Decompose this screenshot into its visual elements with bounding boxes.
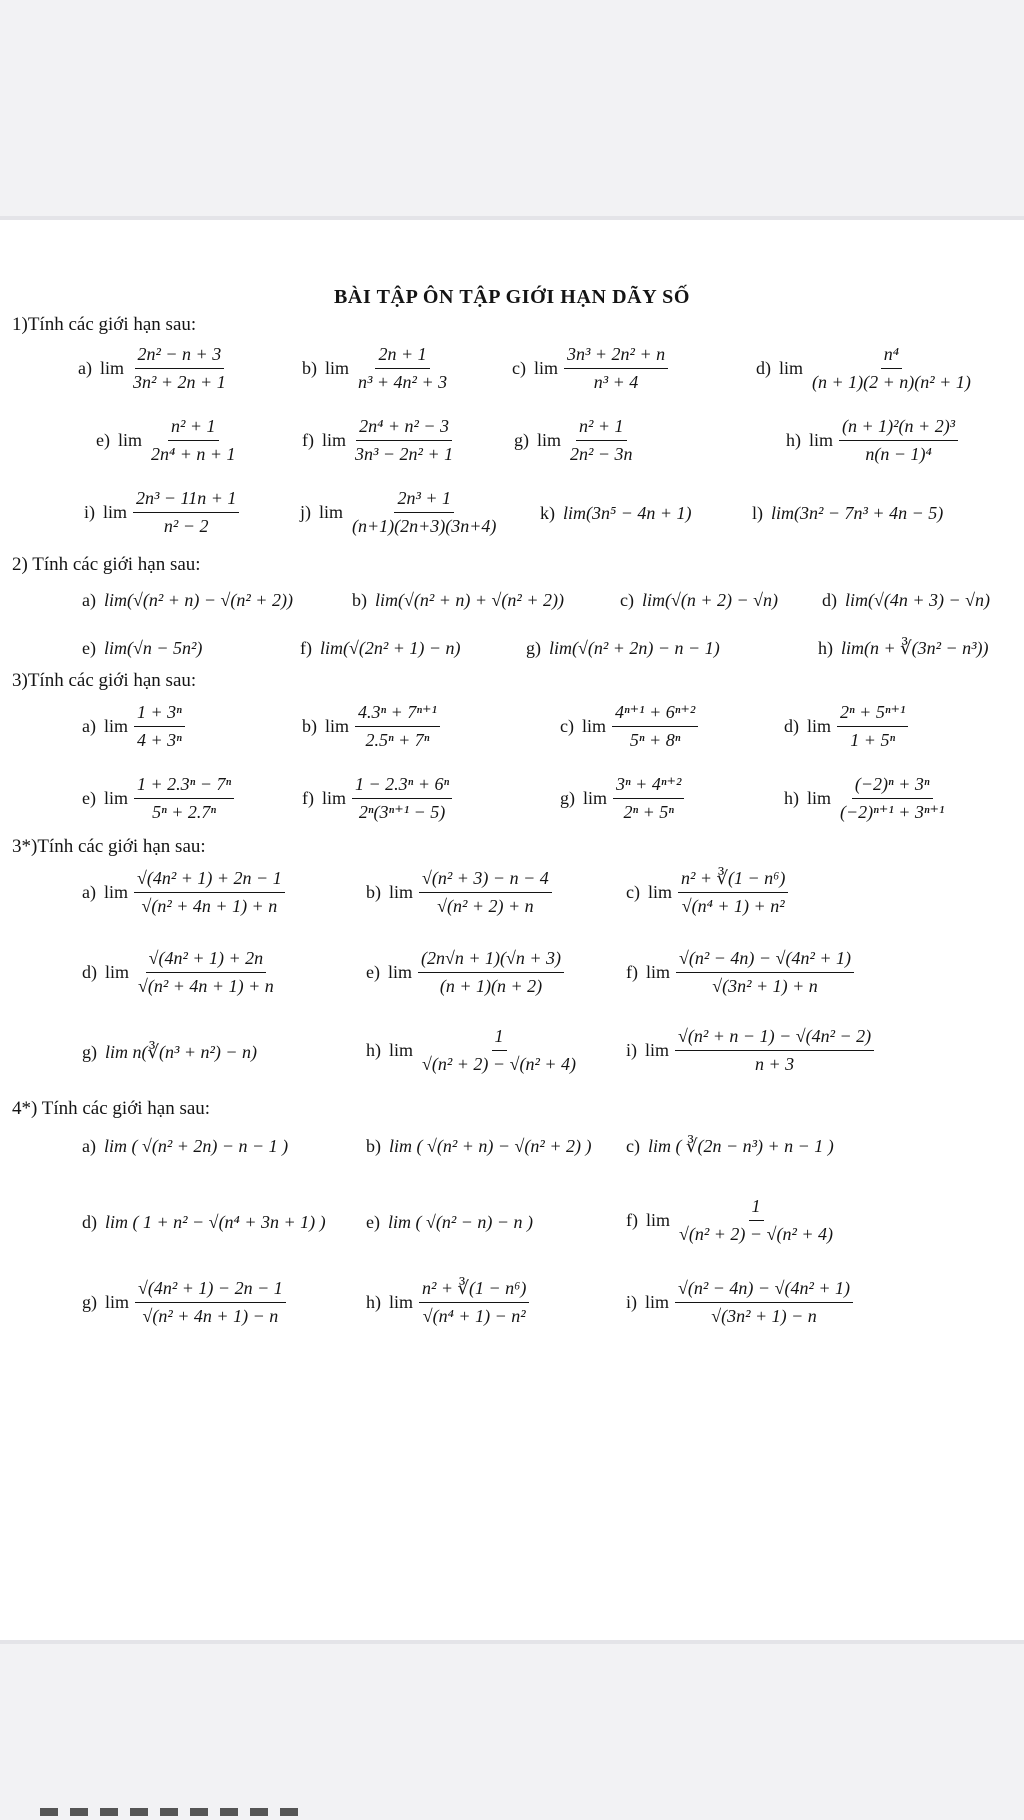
exercise-label: f) — [302, 429, 314, 450]
fraction — [130, 344, 229, 392]
denominator: 5ⁿ + 8ⁿ — [629, 729, 681, 750]
exercise-label: i) — [626, 1291, 637, 1312]
exercise-label: a) — [82, 881, 96, 902]
lim-symbol: lim — [105, 961, 130, 982]
lim-symbol: lim — [103, 501, 128, 522]
numerator: √(n² + n − 1) − √(4n² − 2) — [675, 1026, 874, 1051]
lim-symbol: lim — [103, 787, 128, 808]
exercise-label: d) — [82, 961, 97, 982]
numerator: (n + 1)²(n + 2)³ — [839, 416, 958, 441]
expression: lim ( √(n² − n) − n ) — [387, 1212, 534, 1232]
exercise-label: e) — [366, 1212, 380, 1232]
expression: lim ( √(n² + 2n) − n − 1 ) — [103, 1136, 289, 1156]
numerator: 2ⁿ + 5ⁿ⁺¹ — [837, 702, 908, 727]
fraction — [134, 868, 285, 916]
section-2-heading: 2) Tính các giới hạn sau: — [12, 554, 201, 575]
fraction — [135, 948, 277, 996]
denominator: (n+1)(2n+3)(3n+4) — [352, 515, 497, 536]
numerator: √(n² + 3) − n − 4 — [419, 868, 552, 893]
exercise-label: g) — [560, 787, 575, 808]
lim-symbol: lim — [807, 715, 832, 736]
numerator: (2n√n + 1)(√n + 3) — [418, 948, 564, 973]
lim-symbol: lim — [533, 357, 558, 378]
fraction — [134, 702, 185, 750]
lim-symbol: lim — [387, 961, 412, 982]
fraction — [355, 344, 450, 392]
exercise-label: b) — [366, 881, 381, 902]
exercise-label: b) — [352, 590, 367, 610]
exercise-4star-b — [366, 1136, 591, 1157]
exercise-label: h) — [786, 429, 801, 450]
exercise-label: a) — [82, 715, 96, 736]
fraction — [352, 416, 456, 464]
lim-symbol: lim — [389, 1039, 414, 1060]
denominator: √(n² + 4n + 1) + n — [141, 895, 278, 916]
lim-symbol: lim — [779, 357, 804, 378]
lim-symbol: lim — [325, 715, 350, 736]
exercise-label: f) — [302, 787, 314, 808]
fraction — [839, 416, 958, 464]
exercise-1b — [302, 344, 450, 392]
exercise-3star-h — [366, 1026, 579, 1074]
expression: lim(√(2n² + 1) − n) — [320, 638, 461, 658]
exercise-1i — [84, 488, 239, 536]
fraction — [349, 488, 499, 536]
exercise-3star-f — [626, 948, 854, 996]
denominator: n + 3 — [755, 1053, 795, 1074]
exercise-3star-c — [626, 868, 788, 916]
exercise-1e — [96, 416, 239, 464]
lim-symbol: lim — [319, 501, 344, 522]
denominator: √(n² + 4n + 1) − n — [142, 1305, 279, 1326]
lim-symbol: lim — [103, 715, 128, 736]
numerator: 1 − 2.3ⁿ + 6ⁿ — [352, 774, 452, 799]
lim-symbol: lim — [583, 787, 608, 808]
denominator: (−2)ⁿ⁺¹ + 3ⁿ⁺¹ — [840, 801, 945, 822]
lim-symbol: lim — [647, 881, 672, 902]
exercise-label: f) — [626, 1209, 638, 1230]
expression: lim(√(n + 2) − √n) — [641, 590, 779, 610]
exercise-label: d) — [756, 357, 771, 378]
exercise-label: b) — [302, 357, 317, 378]
exercise-3c — [560, 702, 698, 750]
exercise-2d — [822, 590, 990, 611]
exercise-3e — [82, 774, 234, 822]
denominator: n² − 2 — [163, 515, 209, 536]
denominator: √(3n² + 1) − n — [711, 1305, 817, 1326]
fraction — [133, 488, 239, 536]
fraction — [419, 1278, 529, 1326]
numerator: 2n + 1 — [375, 344, 429, 369]
exercise-label: e) — [96, 429, 110, 450]
exercise-label: h) — [784, 787, 799, 808]
numerator: 2n³ − 11n + 1 — [133, 488, 239, 513]
expression: lim(√(n² + n) − √(n² + 2)) — [103, 590, 293, 610]
denominator: 1 + 5ⁿ — [850, 729, 896, 750]
lim-symbol: lim — [809, 429, 834, 450]
exercise-label: b) — [302, 715, 317, 736]
expression: lim(3n² − 7n³ + 4n − 5) — [771, 503, 944, 523]
exercise-4star-e — [366, 1212, 533, 1233]
exercise-label: a) — [78, 357, 92, 378]
exercise-label: e) — [82, 638, 96, 658]
numerator: n² + ∛(1 − n⁶) — [419, 1278, 529, 1303]
exercise-label: c) — [512, 357, 526, 378]
section-3star-heading: 3*)Tính các giới hạn sau: — [12, 836, 206, 857]
exercise-label: d) — [822, 590, 837, 610]
expression: lim(√(n² + n) + √(n² + 2)) — [375, 590, 564, 610]
denominator: 4 + 3ⁿ — [137, 729, 182, 750]
fraction — [809, 344, 974, 392]
exercise-3f — [302, 774, 452, 822]
fraction — [837, 702, 908, 750]
numerator: n² + ∛(1 − n⁶) — [678, 868, 788, 893]
exercise-label: l) — [752, 503, 763, 523]
exercise-4star-f — [626, 1196, 836, 1244]
denominator: n(n − 1)⁴ — [865, 443, 932, 464]
exercise-3star-e — [366, 948, 564, 996]
exercise-2e — [82, 638, 202, 659]
exercise-label: e) — [366, 961, 380, 982]
exercise-3star-g — [82, 1042, 257, 1063]
exercise-2f — [300, 638, 461, 659]
fraction — [678, 868, 788, 916]
fraction — [355, 702, 440, 750]
exercise-3star-i — [626, 1026, 874, 1074]
fraction — [612, 702, 698, 750]
lim-symbol: lim — [322, 429, 347, 450]
exercise-4star-a — [82, 1136, 288, 1157]
exercise-4star-h — [366, 1278, 529, 1326]
lim-symbol: lim — [325, 357, 350, 378]
numerator: 4.3ⁿ + 7ⁿ⁺¹ — [355, 702, 440, 727]
fraction — [837, 774, 947, 822]
numerator: √(4n² + 1) + 2n − 1 — [134, 868, 285, 893]
denominator: 2n⁴ + n + 1 — [151, 443, 236, 464]
exercise-1k — [540, 503, 692, 524]
lim-symbol: lim — [105, 1291, 130, 1312]
numerator: 1 — [749, 1196, 764, 1221]
exercise-1f — [302, 416, 456, 464]
exercise-1j — [300, 488, 499, 536]
fraction — [675, 1026, 874, 1074]
next-page-text-fragment — [40, 1808, 300, 1816]
exercise-label: c) — [626, 1136, 640, 1156]
document-page — [0, 216, 1024, 1644]
expression: lim ( ∛(2n − n³) + n − 1 ) — [647, 1136, 834, 1156]
lim-symbol: lim — [645, 1039, 670, 1060]
denominator: √(n² + 2) − √(n² + 4) — [679, 1223, 833, 1244]
numerator: 2n³ + 1 — [394, 488, 454, 513]
exercise-label: g) — [82, 1291, 97, 1312]
fraction — [419, 1026, 579, 1074]
exercise-4star-g — [82, 1278, 286, 1326]
exercise-1c — [512, 344, 668, 392]
exercise-label: c) — [620, 590, 634, 610]
fraction — [135, 1278, 286, 1326]
exercise-2b — [352, 590, 564, 611]
expression: lim(n + ∛(3n² − n³)) — [841, 638, 989, 658]
exercise-label: d) — [82, 1212, 97, 1232]
fraction — [352, 774, 452, 822]
numerator: 1 + 2.3ⁿ − 7ⁿ — [134, 774, 234, 799]
exercise-label: g) — [82, 1042, 97, 1062]
exercise-label: h) — [366, 1291, 381, 1312]
exercise-4star-c — [626, 1136, 834, 1157]
lim-symbol: lim — [807, 787, 832, 808]
exercise-1h — [786, 416, 958, 464]
exercise-label: i) — [626, 1039, 637, 1060]
lim-symbol: lim — [537, 429, 562, 450]
denominator: √(n² + 2) − √(n² + 4) — [422, 1053, 576, 1074]
numerator: √(n² − 4n) − √(4n² + 1) — [676, 948, 854, 973]
expression: lim(√(4n + 3) − √n) — [845, 590, 991, 610]
denominator: √(n² + 2) + n — [437, 895, 534, 916]
numerator: 2n² − n + 3 — [135, 344, 225, 369]
fraction — [676, 1196, 836, 1244]
exercise-1l — [752, 503, 943, 524]
denominator: √(n² + 4n + 1) + n — [138, 975, 274, 996]
fraction — [675, 1278, 853, 1326]
expression: lim ( 1 + n² − √(n⁴ + 3n + 1) ) — [105, 1212, 326, 1232]
lim-symbol: lim — [103, 881, 128, 902]
exercise-3star-a — [82, 868, 285, 916]
numerator: 4ⁿ⁺¹ + 6ⁿ⁺² — [612, 702, 698, 727]
fraction — [564, 344, 668, 392]
denominator: 2ⁿ(3ⁿ⁺¹ − 5) — [358, 801, 446, 822]
exercise-1d — [756, 344, 974, 392]
section-4star-heading: 4*) Tính các giới hạn sau: — [12, 1098, 211, 1119]
fraction — [567, 416, 636, 464]
numerator: √(4n² + 1) + 2n — [146, 948, 267, 973]
denominator: 3n³ − 2n² + 1 — [355, 443, 454, 464]
denominator: 3n² + 2n + 1 — [133, 371, 226, 392]
numerator: n² + 1 — [576, 416, 627, 441]
exercise-label: c) — [560, 715, 574, 736]
expression: lim(3n⁵ − 4n + 1) — [563, 503, 692, 523]
numerator: n² + 1 — [168, 416, 219, 441]
numerator: 3ⁿ + 4ⁿ⁺² — [613, 774, 684, 799]
exercise-2c — [620, 590, 778, 611]
numerator: (−2)ⁿ + 3ⁿ — [852, 774, 933, 799]
lim-symbol: lim — [322, 787, 347, 808]
exercise-label: d) — [784, 715, 799, 736]
lim-symbol: lim — [99, 357, 124, 378]
fraction — [676, 948, 854, 996]
denominator: √(n⁴ + 1) − n² — [422, 1305, 526, 1326]
denominator: 5ⁿ + 2.7ⁿ — [152, 801, 217, 822]
exercise-4star-i — [626, 1278, 853, 1326]
lim-symbol: lim — [389, 1291, 414, 1312]
exercise-label: f) — [300, 638, 312, 658]
exercise-label: e) — [82, 787, 96, 808]
exercise-3star-b — [366, 868, 552, 916]
fraction — [148, 416, 239, 464]
page-title: BÀI TẬP ÔN TẬP GIỚI HẠN DÃY SỐ — [333, 286, 691, 308]
numerator: 2n⁴ + n² − 3 — [356, 416, 452, 441]
fraction — [613, 774, 684, 822]
exercise-4star-d — [82, 1212, 326, 1233]
denominator: n³ + 4 — [593, 371, 639, 392]
denominator: √(n⁴ + 1) + n² — [681, 895, 785, 916]
numerator: 3n³ + 2n² + n — [564, 344, 668, 369]
exercise-label: i) — [84, 501, 95, 522]
denominator: 2.5ⁿ + 7ⁿ — [365, 729, 430, 750]
expression: lim ( √(n² + n) − √(n² + 2) ) — [389, 1136, 592, 1156]
denominator: 2ⁿ + 5ⁿ — [623, 801, 674, 822]
denominator: √(3n² + 1) + n — [712, 975, 818, 996]
expression: lim(√(n² + 2n) − n − 1) — [549, 638, 720, 658]
fraction — [418, 948, 564, 996]
lim-symbol: lim — [389, 881, 414, 902]
lim-symbol: lim — [581, 715, 606, 736]
exercise-3star-d — [82, 948, 277, 996]
exercise-label: f) — [626, 961, 638, 982]
denominator: (n + 1)(n + 2) — [439, 975, 543, 996]
lim-symbol: lim — [646, 961, 671, 982]
lim-symbol: lim — [646, 1209, 671, 1230]
exercise-label: a) — [82, 590, 96, 610]
denominator: (n + 1)(2 + n)(n² + 1) — [812, 371, 971, 392]
expression: lim n(∛(n³ + n²) − n) — [105, 1042, 258, 1062]
lim-symbol: lim — [645, 1291, 670, 1312]
exercise-2a — [82, 590, 293, 611]
exercise-label: k) — [540, 503, 555, 523]
denominator: 2n² − 3n — [570, 443, 633, 464]
denominator: n³ + 4n² + 3 — [358, 371, 448, 392]
fraction — [134, 774, 234, 822]
fraction — [419, 868, 552, 916]
exercise-3d — [784, 702, 908, 750]
exercise-label: a) — [82, 1136, 96, 1156]
lim-symbol: lim — [117, 429, 142, 450]
section-3-heading: 3)Tính các giới hạn sau: — [12, 670, 197, 691]
exercise-label: b) — [366, 1136, 381, 1156]
exercise-label: h) — [818, 638, 833, 658]
exercise-3g — [560, 774, 684, 822]
exercise-1g — [514, 416, 636, 464]
exercise-3a — [82, 702, 185, 750]
exercise-label: h) — [366, 1039, 381, 1060]
expression: lim(√n − 5n²) — [103, 638, 203, 658]
exercise-label: c) — [626, 881, 640, 902]
numerator: √(4n² + 1) − 2n − 1 — [135, 1278, 286, 1303]
exercise-label: g) — [514, 429, 529, 450]
exercise-3h — [784, 774, 947, 822]
numerator: n⁴ — [881, 344, 902, 369]
numerator: 1 — [492, 1026, 507, 1051]
numerator: 1 + 3ⁿ — [134, 702, 185, 727]
exercise-label: j) — [300, 501, 311, 522]
exercise-2g — [526, 638, 720, 659]
numerator: √(n² − 4n) − √(4n² + 1) — [675, 1278, 853, 1303]
section-1-heading: 1)Tính các giới hạn sau: — [12, 314, 197, 335]
exercise-3b — [302, 702, 440, 750]
exercise-1a — [78, 344, 229, 392]
exercise-label: g) — [526, 638, 541, 658]
exercise-2h — [818, 638, 989, 659]
